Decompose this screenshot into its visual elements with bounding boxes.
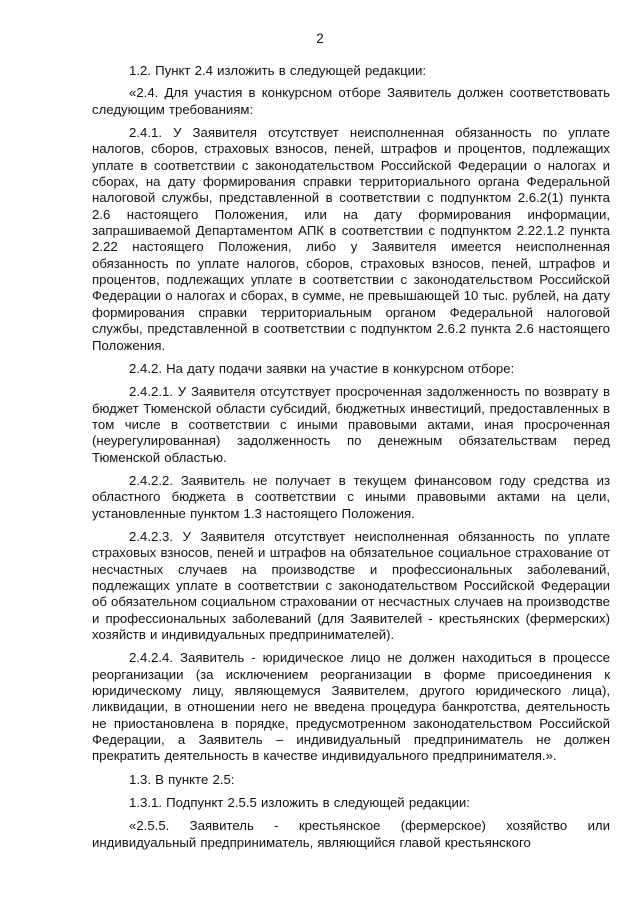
paragraph-2-4-2-3: 2.4.2.3. У Заявителя отсутствует неисполненная обязанность по уплате страховых взносов, пеней и штрафов на обязательное социальное страхование от несчастных случаев на производстве и профессиональных заболеваний, подлежащих уплате в соответствии с законодательством Российской Федерации об обязательном социальном страховании от несчастных случаев на производстве и профессиональных заболеваний (для Заявителей - крестьянских (фермерских) хозяйств и индивидуальных предпринимателей).: [92, 528, 610, 642]
paragraph-2-4-1: 2.4.1. У Заявителя отсутствует неисполненная обязанность по уплате налогов, сборов, страховых взносов, пеней, штрафов и процентов, подлежащих уплате в соответствии с законодательством Российской Федерации о налогах и сборах, на дату формирования справки территориального органа Федеральной налоговой службы, представленной в соответствии с подпунктом 2.6.2(1) пункта 2.6 настоящего Положения, или на дату формирования информации, запрашиваемой Департаментом АПК в соответствии с подпунктом 2.22.1.2 пункта 2.22 настоящего Положения, либо у Заявителя имеется неисполненная обязанность по уплате налогов, сборов, страховых взносов, пеней, штрафов и процентов, подлежащих уплате в соответствии с законодательством Российской Федерации о налогах и сборах, в сумме, не превышающей 10 тыс. рублей, на дату формирования справки территориальным органом Федеральной налоговой службы, представленной в соответствии с подпунктом 2.6.2 пункта 2.6 настоящего Положения.: [92, 125, 610, 353]
paragraph-2-5-5: «2.5.5. Заявитель - крестьянское (фермерское) хозяйство или индивидуальный предприниматель, являющийся главой крестьянского: [92, 818, 610, 850]
paragraph-2-4: «2.4. Для участия в конкурсном отборе Заявитель должен соответствовать следующим требованиям:: [92, 85, 610, 117]
paragraph-2-4-2-4: 2.4.2.4. Заявитель - юридическое лицо не должен находиться в процессе реорганизации (за исключением реорганизации в форме присоединения к юридическому лицу, являющемуся Заявителем, другого юридического лица), ликвидации, в отношении него не введена процедура банкротства, деятельность не приостановлена в порядке, предусмотренном законодательством Российской Федерации, а Заявитель – индивидуальный предприниматель не должен прекратить деятельность в качестве индивидуального предпринимателя.».: [92, 650, 610, 764]
paragraph-2-4-2-1: 2.4.2.1. У Заявителя отсутствует просроченная задолженность по возврату в бюджет Тюменской области субсидий, бюджетных инвестиций, предоставленных в том числе в соответствии с иными правовыми актами, иная просроченная (неурегулированная) задолженность по денежным обязательствам перед Тюменской областью.: [92, 384, 610, 465]
paragraph-1-3-1: 1.3.1. Подпункт 2.5.5 изложить в следующей редакции:: [129, 795, 470, 811]
paragraph-1-3: 1.3. В пункте 2.5:: [129, 771, 235, 787]
document-body: [92, 63, 610, 858]
paragraph-2-4-2: 2.4.2. На дату подачи заявки на участие в конкурсном отборе:: [129, 360, 515, 376]
paragraph-1-2: 1.2. Пункт 2.4 изложить в следующей редакции:: [129, 63, 427, 78]
page-number: 2: [316, 31, 324, 46]
paragraph-2-4-2-2: 2.4.2.2. Заявитель не получает в текущем финансовом году средства из областного бюджета в соответствии с иными правовыми актами на цели, установленные пунктом 1.3 настоящего Положения.: [92, 472, 610, 521]
